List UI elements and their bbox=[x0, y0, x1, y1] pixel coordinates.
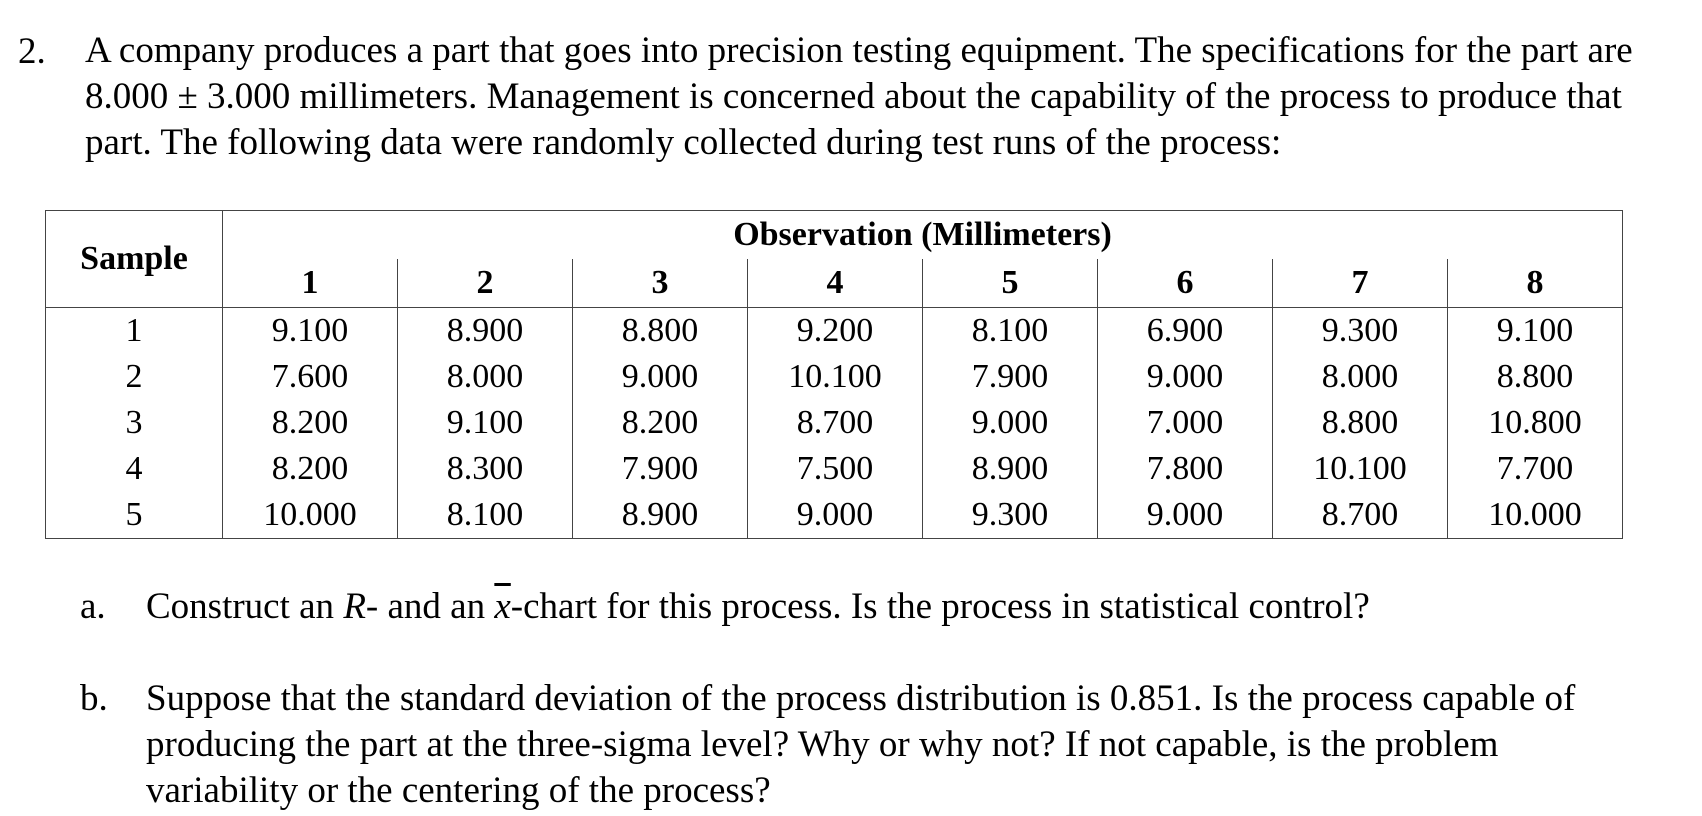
question-b bbox=[80, 676, 1680, 816]
table-row bbox=[46, 400, 1623, 446]
sample-cell: 3 bbox=[46, 400, 223, 446]
column-header: 2 bbox=[398, 259, 573, 308]
value-cell: 9.000 bbox=[573, 354, 748, 400]
value-cell: 9.200 bbox=[748, 308, 923, 355]
question-a-text-middle: - and an bbox=[365, 586, 495, 627]
value-cell: 8.300 bbox=[398, 446, 573, 492]
value-cell: 9.300 bbox=[923, 492, 1098, 539]
value-cell: 8.200 bbox=[573, 400, 748, 446]
observation-table bbox=[45, 210, 1623, 539]
table-row bbox=[46, 308, 1623, 355]
value-cell: 8.800 bbox=[1273, 400, 1448, 446]
column-header: 5 bbox=[923, 259, 1098, 308]
value-cell: 9.000 bbox=[1098, 354, 1273, 400]
question-a-text bbox=[146, 584, 1656, 630]
question-a-text-end: -chart for this process. Is the process in statistical control? bbox=[510, 586, 1370, 627]
value-cell: 6.900 bbox=[1098, 308, 1273, 355]
column-header: 7 bbox=[1273, 259, 1448, 308]
value-cell: 9.100 bbox=[223, 308, 398, 355]
value-cell: 9.100 bbox=[398, 400, 573, 446]
table-row bbox=[46, 446, 1623, 492]
value-cell: 8.100 bbox=[923, 308, 1098, 355]
value-cell: 10.100 bbox=[748, 354, 923, 400]
sample-cell: 2 bbox=[46, 354, 223, 400]
value-cell: 8.200 bbox=[223, 400, 398, 446]
table-row bbox=[46, 354, 1623, 400]
question-a bbox=[80, 584, 1680, 634]
value-cell: 10.100 bbox=[1273, 446, 1448, 492]
problem-text: A company produces a part that goes into precision testing equipment. The specifications for the part are 8.000 ± 3.000 millimeters. Management is concerned about the capability of the process to produce that part. The following data were randomly collected during test runs of the process: bbox=[85, 30, 1633, 163]
value-cell: 9.100 bbox=[1448, 308, 1623, 355]
value-cell: 8.200 bbox=[223, 446, 398, 492]
value-cell: 8.000 bbox=[1273, 354, 1448, 400]
sample-cell: 4 bbox=[46, 446, 223, 492]
question-b-label: b. bbox=[80, 678, 108, 719]
value-cell: 8.900 bbox=[398, 308, 573, 355]
question-a-label: a. bbox=[80, 586, 106, 627]
value-cell: 9.300 bbox=[1273, 308, 1448, 355]
observation-header: Observation (Millimeters) bbox=[223, 211, 1623, 260]
column-header: 8 bbox=[1448, 259, 1623, 308]
table-row bbox=[46, 492, 1623, 539]
question-a-text-start: Construct an bbox=[146, 586, 344, 627]
value-cell: 8.100 bbox=[398, 492, 573, 539]
column-header: 4 bbox=[748, 259, 923, 308]
value-cell: 7.900 bbox=[573, 446, 748, 492]
column-header: 3 bbox=[573, 259, 748, 308]
value-cell: 7.600 bbox=[223, 354, 398, 400]
column-header: 6 bbox=[1098, 259, 1273, 308]
sample-header: Sample bbox=[46, 211, 223, 308]
value-cell: 9.000 bbox=[748, 492, 923, 539]
value-cell: 7.700 bbox=[1448, 446, 1623, 492]
value-cell: 7.000 bbox=[1098, 400, 1273, 446]
value-cell: 9.000 bbox=[1098, 492, 1273, 539]
value-cell: 10.000 bbox=[1448, 492, 1623, 539]
table-body bbox=[46, 308, 1623, 539]
value-cell: 8.000 bbox=[398, 354, 573, 400]
value-cell: 8.800 bbox=[1448, 354, 1623, 400]
value-cell: 10.000 bbox=[223, 492, 398, 539]
sample-cell: 5 bbox=[46, 492, 223, 539]
x-bar-symbol: $\overline{x}$ bbox=[494, 586, 511, 627]
value-cell: 7.500 bbox=[748, 446, 923, 492]
value-cell: 10.800 bbox=[1448, 400, 1623, 446]
r-symbol: R bbox=[343, 586, 366, 627]
value-cell: 8.900 bbox=[573, 492, 748, 539]
value-cell: 8.700 bbox=[748, 400, 923, 446]
column-header: 1 bbox=[223, 259, 398, 308]
value-cell: 7.800 bbox=[1098, 446, 1273, 492]
sample-cell: 1 bbox=[46, 308, 223, 355]
question-b-text: Suppose that the standard deviation of the process distribution is 0.851. Is the process capable of producing the part at the three-sigma level? Why or why not? If not capable, is the problem variability or the centering of the process? bbox=[146, 678, 1576, 811]
value-cell: 7.900 bbox=[923, 354, 1098, 400]
value-cell: 8.700 bbox=[1273, 492, 1448, 539]
problem-number: 2. bbox=[18, 31, 46, 72]
value-cell: 8.800 bbox=[573, 308, 748, 355]
value-cell: 9.000 bbox=[923, 400, 1098, 446]
value-cell: 8.900 bbox=[923, 446, 1098, 492]
